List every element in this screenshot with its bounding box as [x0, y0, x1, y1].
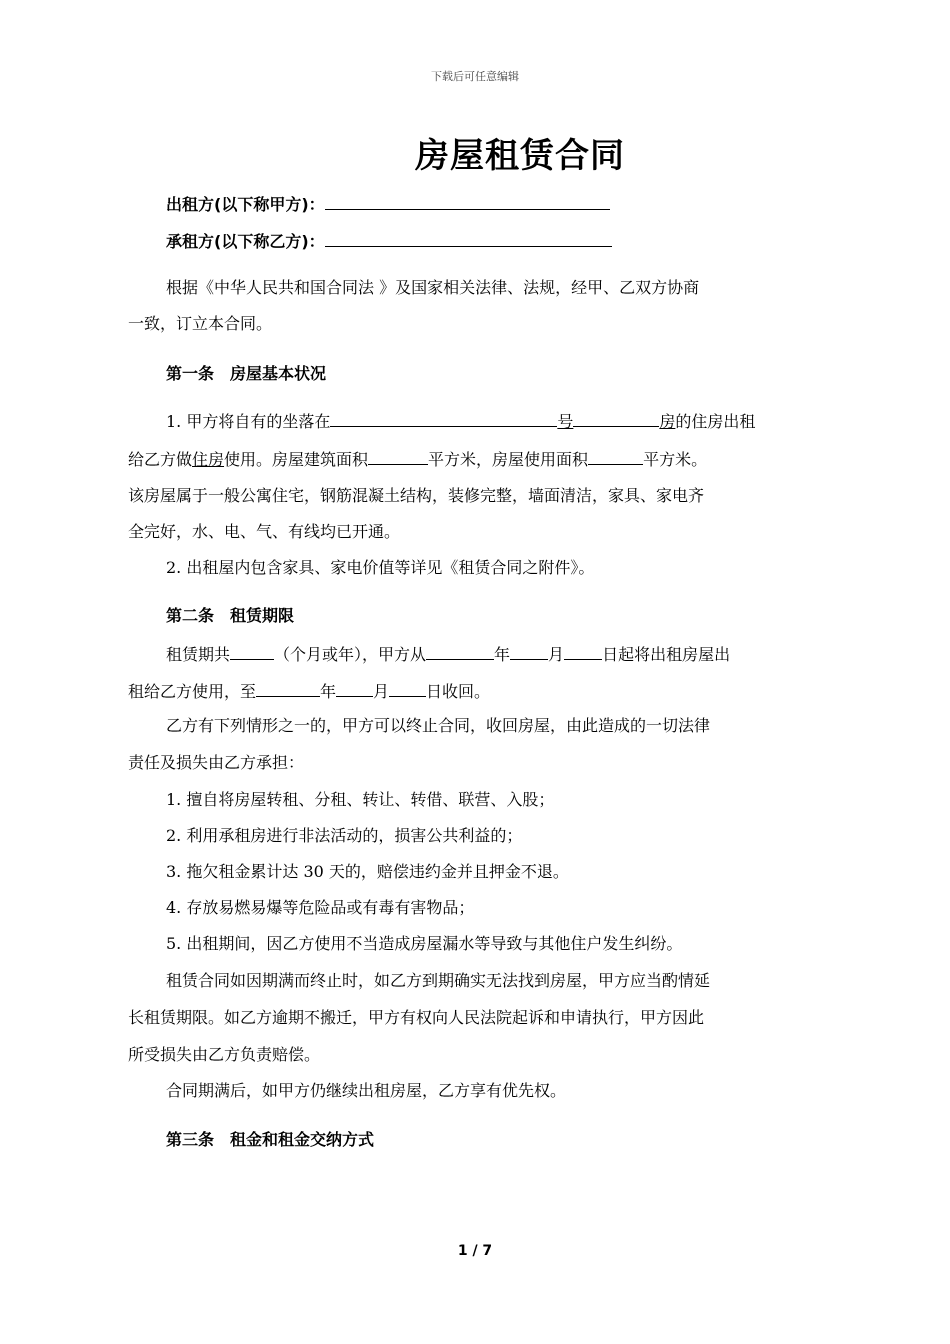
- text: 号: [557, 412, 574, 431]
- list-item: 1. 擅自将房屋转租、分租、转让、转借、联营、入股；: [166, 790, 555, 809]
- art1-para-line-1: [166, 410, 755, 432]
- article-2-heading: 第二条 租赁期限: [166, 606, 295, 625]
- end-day-blank: [389, 680, 426, 697]
- party-b-blank: [325, 230, 612, 247]
- art2-end-line-1: 租赁合同如因期满而终止时，如乙方到期确实无法找到房屋，甲方应当酌情延: [166, 971, 711, 990]
- header-note: 下载后可任意编辑: [431, 70, 519, 83]
- text: 年: [494, 645, 511, 664]
- art2-cond-line-1: 乙方有下列情形之一的，甲方可以终止合同，收回房屋，由此造成的一切法律: [166, 716, 711, 735]
- start-year-blank: [426, 643, 494, 660]
- building-area-blank: [368, 448, 428, 465]
- art2-end-line-4: 合同期满后，如甲方仍继续出租房屋，乙方享有优先权。: [166, 1081, 567, 1100]
- art1-item-2: 2. 出租屋内包含家具、家电价值等详见《租赁合同之附件》。: [166, 558, 595, 577]
- term-blank: [230, 643, 274, 660]
- intro-line-1: 根据《中华人民共和国合同法 》及国家相关法律、法规，经甲、乙双方协商: [166, 278, 700, 297]
- text: 年: [320, 682, 337, 701]
- party-a-blank: [325, 193, 610, 210]
- article-3-heading: 第三条 租金和租金交纳方式: [166, 1130, 375, 1149]
- art2-end-line-3: 所受损失由乙方负责赔偿。: [128, 1045, 321, 1064]
- start-day-blank: [564, 643, 602, 660]
- list-item: 3. 拖欠租金累计达 30 天的，赔偿违约金并且押金不退。: [166, 862, 569, 881]
- text: （个月或年），甲方从: [274, 645, 427, 664]
- text: 平方米。: [643, 450, 708, 469]
- art2-end-line-2: 长租赁期限。如乙方逾期不搬迁，甲方有权向人民法院起诉和申请执行，甲方因此: [128, 1008, 705, 1027]
- party-b-line: [166, 230, 612, 252]
- usage-value: 住房: [192, 450, 225, 469]
- start-month-blank: [510, 643, 548, 660]
- text: 租赁期共: [166, 645, 231, 664]
- art2-term-line-1: [166, 643, 730, 665]
- art1-para-line-3: 该房屋属于一般公寓住宅，钢筋混凝土结构，装修完整，墙面清洁，家具、家电齐: [128, 486, 705, 505]
- art2-term-line-2: [128, 680, 490, 702]
- text: 房: [659, 412, 676, 431]
- text: 使用。房屋建筑面积: [224, 450, 369, 469]
- address-blank: [330, 410, 557, 427]
- text: 日收回。: [426, 682, 491, 701]
- document-title: 房屋租赁合同: [415, 136, 625, 176]
- party-a-line: [166, 193, 610, 215]
- art1-para-line-4: 全完好，水、电、气、有线均已开通。: [128, 522, 401, 541]
- text: 月: [373, 682, 390, 701]
- art1-para-line-2: [128, 448, 707, 470]
- list-item: 2. 利用承租房进行非法活动的，损害公共利益的；: [166, 826, 523, 845]
- text: 租给乙方使用，至: [128, 682, 257, 701]
- text: 给乙方做: [128, 450, 193, 469]
- page-number: 1 / 7: [457, 1243, 493, 1259]
- party-a-label: 出租方(以下称甲方)：: [166, 195, 325, 214]
- list-item: 4. 存放易燃易爆等危险品或有毒有害物品；: [166, 898, 475, 917]
- room-blank: [573, 410, 659, 427]
- end-month-blank: [336, 680, 373, 697]
- text: 日起将出租房屋出: [602, 645, 731, 664]
- intro-line-2: 一致，订立本合同。: [128, 314, 273, 333]
- article-1-heading: 第一条 房屋基本状况: [166, 364, 327, 383]
- text: 1. 甲方将自有的坐落在: [166, 412, 331, 431]
- art2-cond-line-2: 责任及损失由乙方承担：: [128, 753, 305, 772]
- list-item: 5. 出租期间，因乙方使用不当造成房屋漏水等导致与其他住户发生纠纷。: [166, 934, 683, 953]
- end-year-blank: [256, 680, 320, 697]
- text: 月: [548, 645, 565, 664]
- party-b-label: 承租方(以下称乙方)：: [166, 232, 325, 251]
- text: 的住房出租: [675, 412, 756, 431]
- usable-area-blank: [588, 448, 643, 465]
- text: 平方米，房屋使用面积: [428, 450, 589, 469]
